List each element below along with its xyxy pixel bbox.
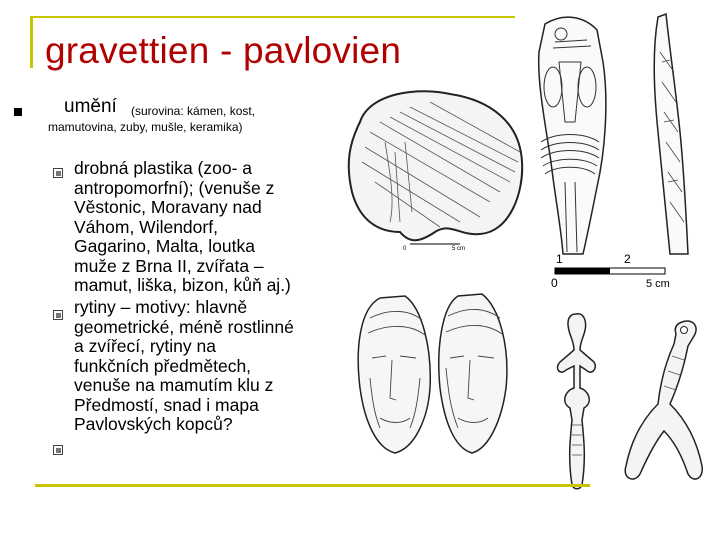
frame-left-line xyxy=(30,18,33,68)
scale-label-zero: 0 xyxy=(551,276,558,290)
fork-pendant-figurine xyxy=(612,316,712,491)
item-line: Váhom, Wilendorf, xyxy=(74,216,218,237)
scale-bar xyxy=(545,264,695,284)
item-line: Pavlovských kopců? xyxy=(74,414,233,434)
item-line: mamut, liška, bizon, kůň aj.) xyxy=(74,275,291,295)
item-line: venuše na mamutím klu z xyxy=(74,375,274,395)
level1-heading: umění xyxy=(64,96,117,117)
tusk-engraving xyxy=(640,12,695,257)
checkbox-bullet-icon xyxy=(53,168,63,178)
level1-subtext: (surovina: kámen, kost, xyxy=(131,104,256,118)
item-line: rytiny – motivy: hlavně xyxy=(74,297,248,317)
small-scale-five: 5 cm xyxy=(452,246,466,252)
page-title: gravettien - pavlovien xyxy=(45,30,402,71)
item-line: Předmostí, snad i mapa xyxy=(74,394,259,415)
carved-heads-figure xyxy=(350,288,525,458)
figure-label-1: 1 xyxy=(556,252,563,266)
list-item xyxy=(74,159,334,296)
list-item xyxy=(74,298,334,435)
checkbox-bullet-icon xyxy=(53,445,63,455)
engraved-stone-figure xyxy=(340,82,530,252)
square-bullet-icon xyxy=(14,108,22,116)
checkbox-bullet-icon xyxy=(53,310,63,320)
puppet-figurine xyxy=(548,310,608,495)
scale-label-five: 5 cm xyxy=(646,278,670,290)
item-line: funkčních předmětech, xyxy=(74,355,252,376)
item-line: Věstonic, Moravany nad xyxy=(74,197,262,217)
figure-label-2: 2 xyxy=(624,252,631,266)
item-line: drobná plastika (zoo- a xyxy=(74,158,253,178)
item-line: muže z Brna II, zvířata – xyxy=(74,255,264,276)
level1-subtext-continued: mamutovina, zuby, mušle, keramika) xyxy=(48,120,243,134)
small-scale-zero: 0 xyxy=(403,246,407,252)
item-line: a zvířecí, rytiny na xyxy=(74,336,216,356)
item-line: antropomorfní); (venuše z xyxy=(74,177,275,198)
item-line: Gagarino, Malta, loutka xyxy=(74,236,255,256)
frame-top-line xyxy=(30,16,515,18)
footer-line xyxy=(35,484,590,487)
item-line: geometrické, méně rostlinné xyxy=(74,316,294,337)
venus-tusk-engraving xyxy=(525,12,613,257)
